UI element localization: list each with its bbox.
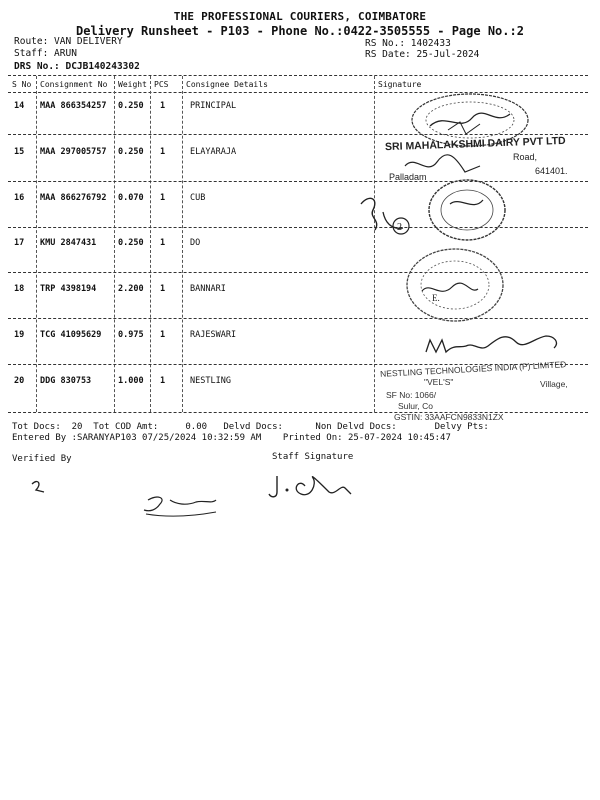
row-sno: 18 [14,284,25,294]
row-weight: 1.000 [118,376,144,386]
col-header-pcs: PCS [154,80,169,89]
stamp-text: Road, [513,152,538,162]
col-header-consignee: Consignee Details [186,80,268,89]
staff-label: Staff: ARUN [14,48,77,59]
col-header-consignment: Consignment No [40,80,108,89]
runsheet-title: Delivery Runsheet - P103 - Phone No.:0422-3505555 - Page No.:2 [76,24,524,38]
row-weight: 0.070 [118,193,144,203]
handwritten-signature [20,470,240,530]
row-consignee: PRINCIPAL [190,101,237,111]
rs-date-label: RS Date: 25-Jul-2024 [365,49,480,60]
row-weight: 0.250 [118,101,144,111]
rs-no-label: RS No.: 1402433 [365,38,451,49]
verified-by-label: Verified By [12,454,72,464]
row-consignment: DDG 830753 [40,376,92,386]
company-title: THE PROFESSIONAL COURIERS, COIMBATORE [173,10,427,23]
column-divider [182,76,183,412]
stamp-text: 641401. [535,166,568,176]
row-consignment: TRP 4398194 [40,284,97,294]
column-divider [150,76,151,412]
row-consignee: CUB [190,193,206,203]
route-label: Route: VAN DELIVERY [14,36,123,47]
row-sno: 20 [14,376,25,386]
row-pcs: 1 [160,330,166,340]
handwritten-signature [420,318,570,364]
row-weight: 0.250 [118,238,144,248]
row-consignment: MAA 866354257 [40,101,107,111]
column-divider [36,76,37,412]
round-stamp [400,243,510,323]
staff-signature-label: Staff Signature [272,452,354,462]
row-pcs: 1 [160,284,166,294]
row-sno: 17 [14,238,25,248]
handwritten-signature [265,468,375,508]
row-pcs: 1 [160,238,166,248]
column-divider [114,76,115,412]
row-consignment: KMU 2847431 [40,238,97,248]
entered-by-line: Entered By :SARANYAP103 07/25/2024 10:32:59 AM Printed On: 25-07-2024 10:45:47 [12,433,451,443]
col-header-sno: S No [12,80,32,89]
row-consignee: NESTLING [190,376,231,386]
row-consignee: RAJESWARI [190,330,237,340]
row-pcs: 1 [160,193,166,203]
row-sno: 19 [14,330,25,340]
totals-line: Tot Docs: 20 Tot COD Amt: 0.00 Delvd Docs: Non Delvd Docs: Delvy Pts: [12,422,489,432]
row-sno: 15 [14,147,25,157]
row-weight: 0.975 [118,330,144,340]
stamp-text: NESTLING TECHNOLOGIES INDIA (P) LIMITED [379,359,567,379]
divider [8,75,588,76]
stamp-text: GSTIN: 33AAFCN9833N1ZX [394,412,504,422]
row-consignee: BANNARI [190,284,226,294]
row-consignee: DO [190,238,201,248]
row-weight: 0.250 [118,147,144,157]
row-consignment: TCG 41095629 [40,330,102,340]
row-pcs: 1 [160,147,166,157]
row-weight: 2.200 [118,284,144,294]
row-pcs: 1 [160,101,166,111]
col-header-weight: Weight [118,80,147,89]
row-consignment: MAA 297005757 [40,147,107,157]
row-consignee: ELAYARAJA [190,147,237,157]
stamp-text: Village, [540,379,568,389]
row-consignment: MAA 866276792 [40,193,107,203]
stamp-text: SF No: 1066/ [386,390,437,400]
stamp-text: Sulur, Co [398,401,433,411]
svg-text:E.: E. [432,293,440,303]
round-stamp [400,92,530,142]
row-pcs: 1 [160,376,166,386]
svg-text:2: 2 [397,222,402,233]
stamp-text: SRI MAHALAKSHMI DAIRY PVT LTD [384,134,566,154]
col-header-signature: Signature [378,80,422,89]
nestling-stamp [379,359,590,426]
stamp-text: "VEL'S" [424,377,454,387]
row-sno: 14 [14,101,25,111]
drs-label: DRS No.: DCJB140243302 [14,61,140,72]
row-sno: 16 [14,193,25,203]
stamp-text: Palladam [389,172,427,182]
